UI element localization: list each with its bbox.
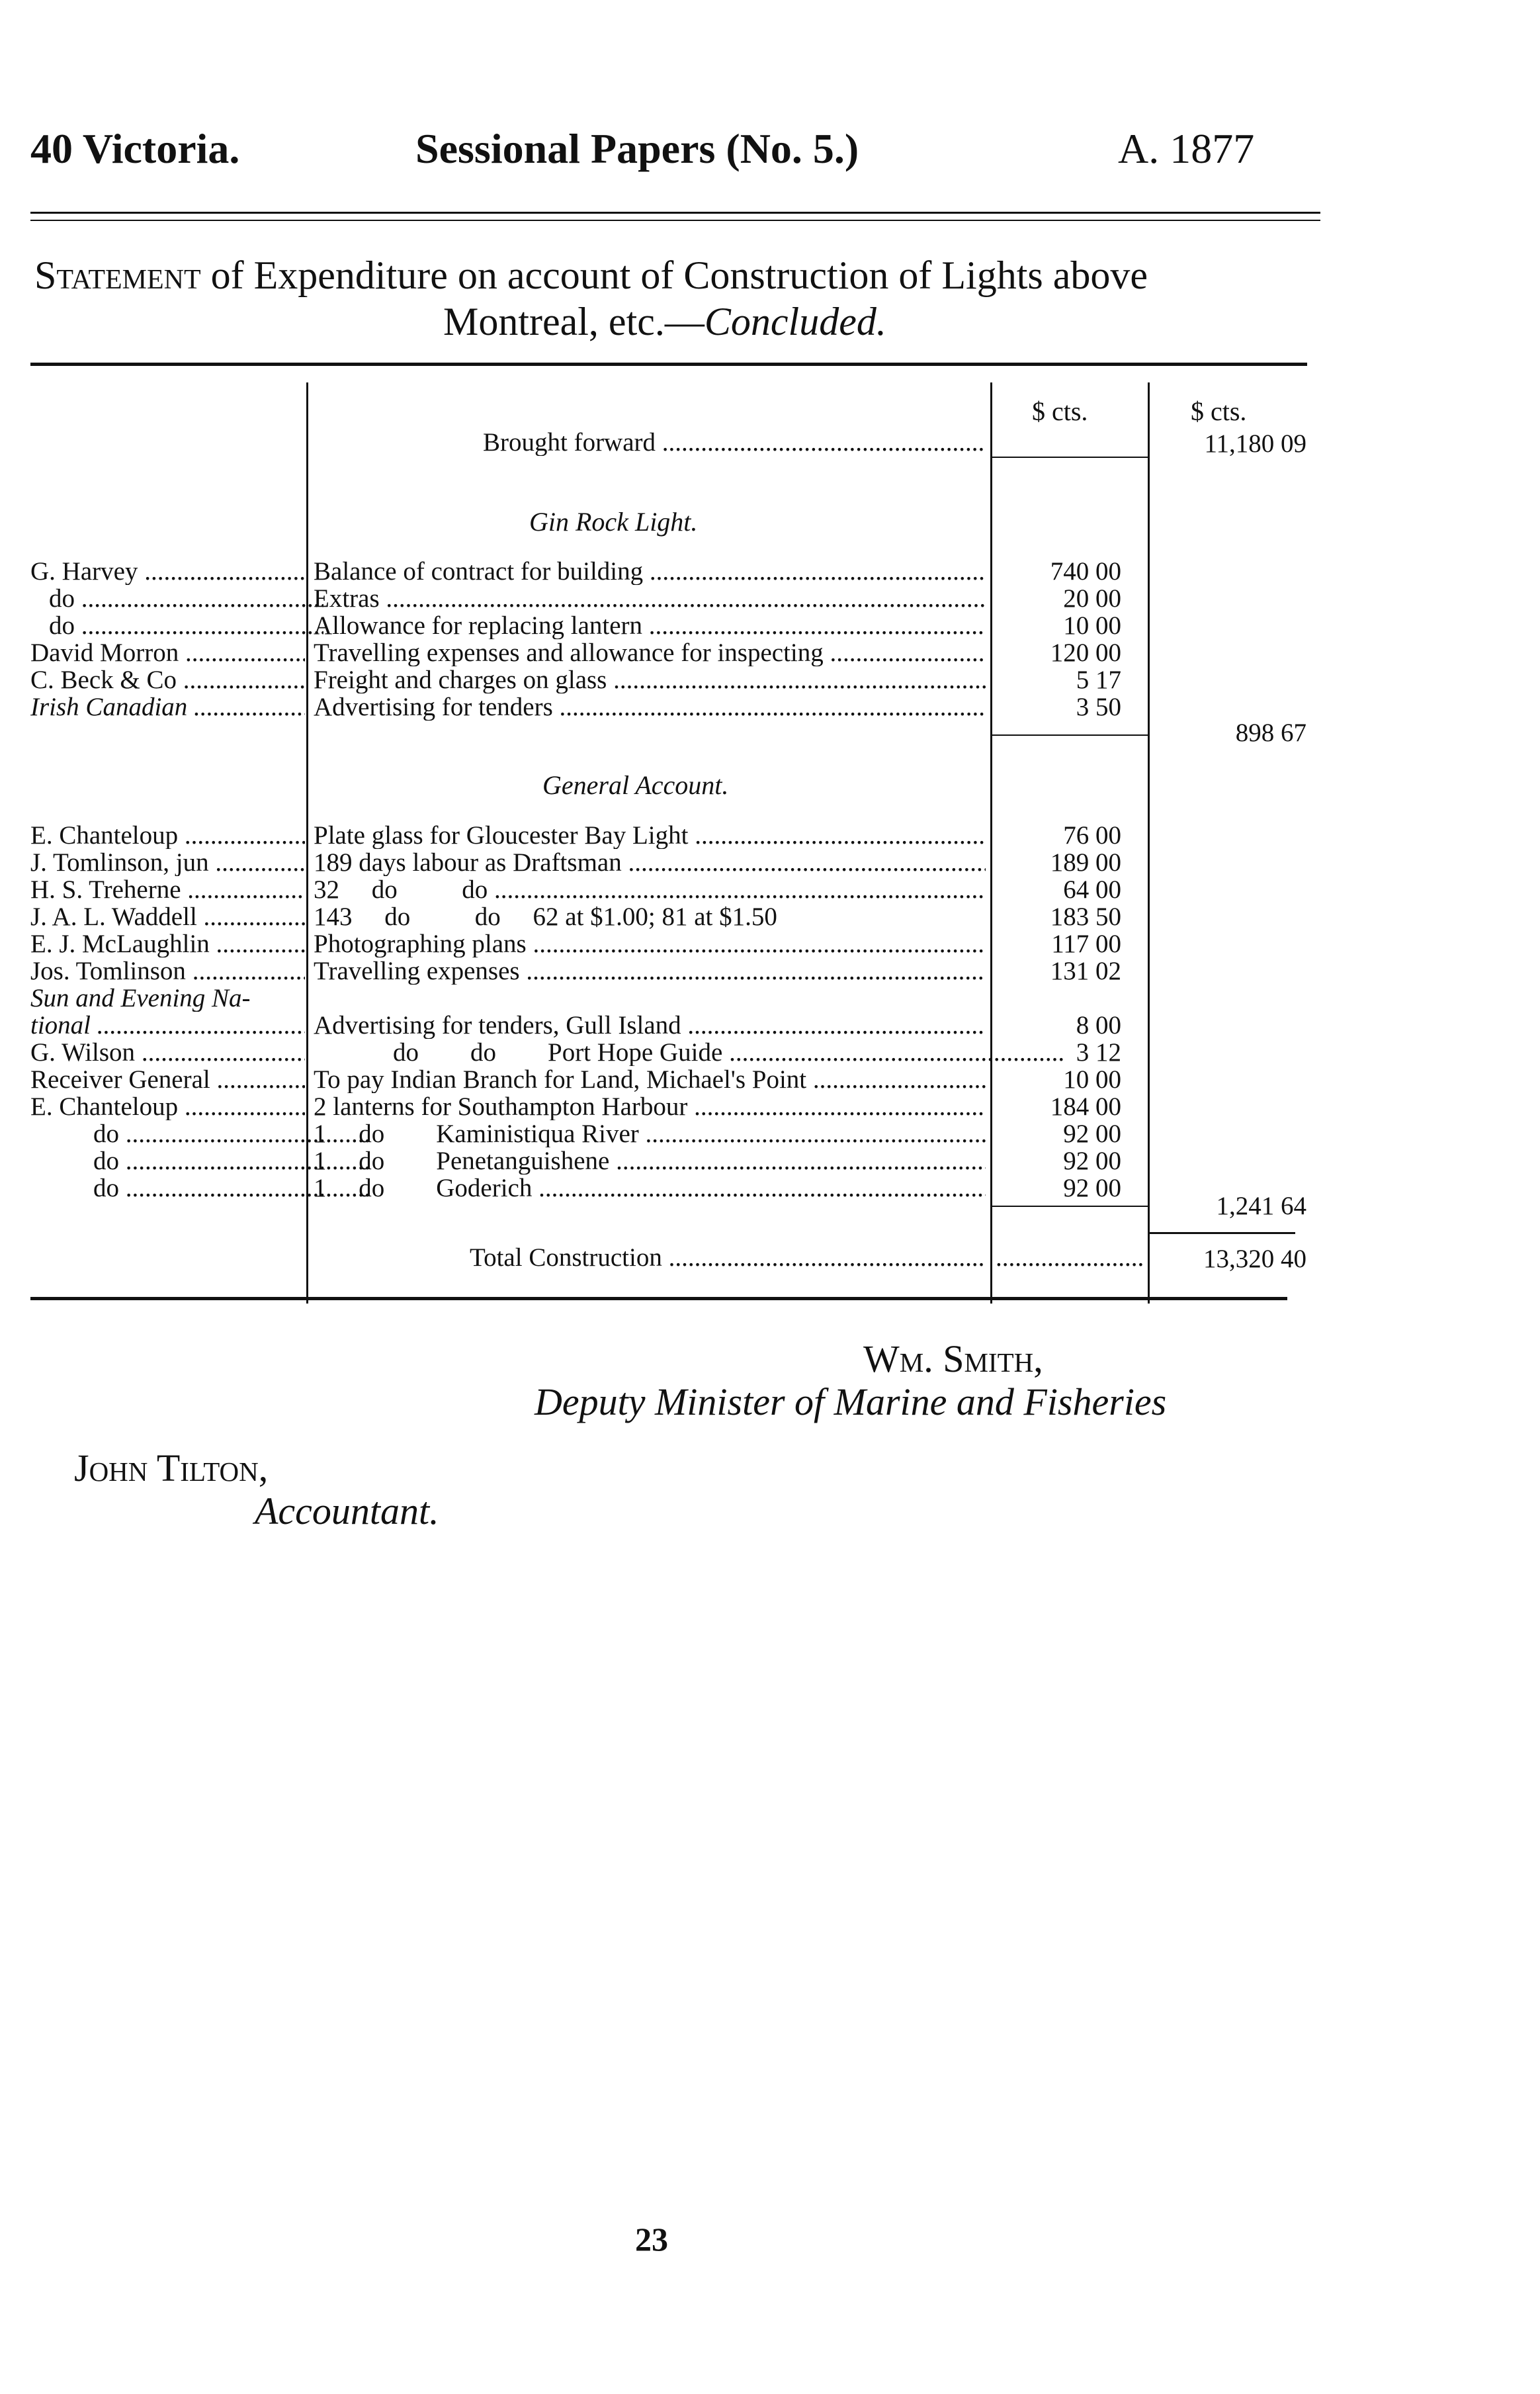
title-line2: Montreal, etc.—	[443, 300, 705, 343]
row-name: E. J. McLaughlin .....	[30, 930, 305, 957]
row-amount: 92 00	[1063, 1120, 1121, 1148]
row-desc: Advertising for tenders, Gull Island .....	[314, 1012, 986, 1039]
row-amount: 131 02	[1050, 957, 1121, 985]
row-name: J. Tomlinson, jun .....	[30, 849, 305, 876]
brought-forward-amount	[1005, 429, 1121, 456]
minister-name: Wm. Smith,	[863, 1337, 1043, 1380]
row-amount: 183 50	[1050, 903, 1121, 931]
page-number: 23	[635, 2221, 668, 2258]
row-desc: Travelling expenses and allowance for inspecting .....	[314, 639, 986, 666]
brought-forward-underline	[992, 457, 1148, 458]
row-desc: To pay Indian Branch for Land, Michael's Point .....	[314, 1066, 986, 1093]
row-name: do .....	[30, 612, 323, 639]
total-construction-row	[470, 1244, 986, 1271]
brought-forward-total: 11,180 09	[1204, 429, 1306, 458]
row-amount: 8 00	[1076, 1011, 1121, 1040]
accountant-title: Accountant.	[255, 1489, 439, 1532]
header-left: 40 Victoria.	[30, 125, 240, 172]
row-name: J. A. L. Waddell .....	[30, 903, 305, 930]
row-name: H. S. Treherne .....	[30, 876, 305, 903]
row-name: Sun and Evening Na-	[30, 985, 251, 1012]
section-general-account-underline	[992, 1206, 1148, 1207]
section-gin-rock-underline	[992, 734, 1148, 736]
row-name: do .....	[30, 1120, 368, 1147]
row-amount: 10 00	[1063, 611, 1121, 640]
row-name: G. Harvey .....	[30, 558, 305, 585]
row-name: tional .....	[30, 1012, 305, 1039]
row-amount: 92 00	[1063, 1147, 1121, 1175]
title-rest: of Expenditure on account of Construction of Lights above	[210, 253, 1148, 297]
table-bottom-rule	[30, 1297, 1287, 1300]
total-construction-label: Total Construction .....	[470, 1244, 986, 1271]
row-name: Receiver General .....	[30, 1066, 305, 1093]
row-desc: Plate glass for Gloucester Bay Light .....	[314, 822, 986, 849]
amount-column-head: $ cts.	[1032, 396, 1088, 426]
row-desc: 1 do Penetanguishene .....	[314, 1147, 986, 1175]
grand-total-rule	[1150, 1232, 1295, 1234]
total-column-head: $ cts.	[1191, 396, 1247, 426]
row-desc: Allowance for replacing lantern .....	[314, 612, 986, 639]
row-amount: 184 00	[1050, 1092, 1121, 1121]
row-desc: 1 do Goderich .....	[314, 1175, 986, 1202]
row-desc: Balance of contract for building .....	[314, 558, 986, 585]
section-title-general-account: General Account.	[542, 770, 729, 800]
row-name: E. Chanteloup .....	[30, 1093, 305, 1120]
row-desc: 32 do do .....	[314, 876, 986, 903]
row-desc: Freight and charges on glass .....	[314, 666, 986, 693]
row-desc: Photographing plans .....	[314, 930, 986, 957]
row-desc: 189 days labour as Draftsman .....	[314, 849, 986, 876]
accountant-name: John Tilton,	[74, 1446, 269, 1489]
row-amount: 3 12	[1076, 1038, 1121, 1067]
row-name: do .....	[30, 585, 323, 612]
column-divider-amounts	[990, 382, 992, 1304]
header-center: Sessional Papers (No. 5.)	[415, 125, 859, 172]
row-amount: 76 00	[1063, 821, 1121, 850]
row-amount: 20 00	[1063, 584, 1121, 613]
total-construction-amount-dots	[996, 1244, 1144, 1271]
statement-title-line2	[443, 298, 886, 345]
title-line2-italic: Concluded.	[704, 300, 886, 343]
row-desc: Extras .....	[314, 585, 986, 612]
section-gin-rock-total: 898 67	[1235, 719, 1306, 747]
row-name: David Morron .....	[30, 639, 305, 666]
row-desc: 1 do Kaministiqua River .....	[314, 1120, 986, 1147]
row-desc: do do Port Hope Guide .....	[314, 1039, 1065, 1066]
row-amount: 10 00	[1063, 1065, 1121, 1094]
row-name: C. Beck & Co .....	[30, 666, 305, 693]
section-general-account-total: 1,241 64	[1216, 1192, 1306, 1220]
title-lead: Statement	[34, 253, 201, 297]
total-construction-total: 13,320 40	[1203, 1245, 1306, 1273]
statement-title	[34, 251, 1148, 299]
row-amount: 5 17	[1076, 666, 1121, 694]
header-rule	[30, 212, 1320, 214]
row-name: do .....	[30, 1175, 368, 1202]
row-desc: 2 lanterns for Southampton Harbour .....	[314, 1093, 986, 1120]
row-desc: Travelling expenses .....	[314, 957, 986, 985]
row-desc: 143 do do 62 at $1.00; 81 at $1.50	[314, 903, 777, 930]
row-name: Irish Canadian .....	[30, 693, 305, 721]
header-right: A. 1877	[1118, 125, 1255, 172]
row-name: E. Chanteloup .....	[30, 822, 305, 849]
column-divider-totals	[1148, 382, 1150, 1304]
row-amount: 3 50	[1076, 693, 1121, 721]
row-amount: 92 00	[1063, 1174, 1121, 1202]
row-amount: 117 00	[1051, 930, 1121, 958]
minister-title: Deputy Minister of Marine and Fisheries	[535, 1380, 1167, 1423]
brought-forward-row	[483, 429, 986, 456]
row-amount: 189 00	[1050, 848, 1121, 877]
row-amount: 740 00	[1050, 557, 1121, 586]
title-rule	[30, 363, 1307, 366]
row-name: Jos. Tomlinson .....	[30, 957, 305, 985]
row-desc: Advertising for tenders .....	[314, 693, 986, 721]
row-amount: 120 00	[1050, 639, 1121, 667]
row-name: do .....	[30, 1147, 368, 1175]
section-title-gin-rock: Gin Rock Light.	[529, 507, 698, 537]
header-rule-2	[30, 220, 1320, 221]
brought-forward-label: Brought forward .....	[483, 429, 986, 456]
row-amount: 64 00	[1063, 875, 1121, 904]
row-name: G. Wilson .....	[30, 1039, 305, 1066]
